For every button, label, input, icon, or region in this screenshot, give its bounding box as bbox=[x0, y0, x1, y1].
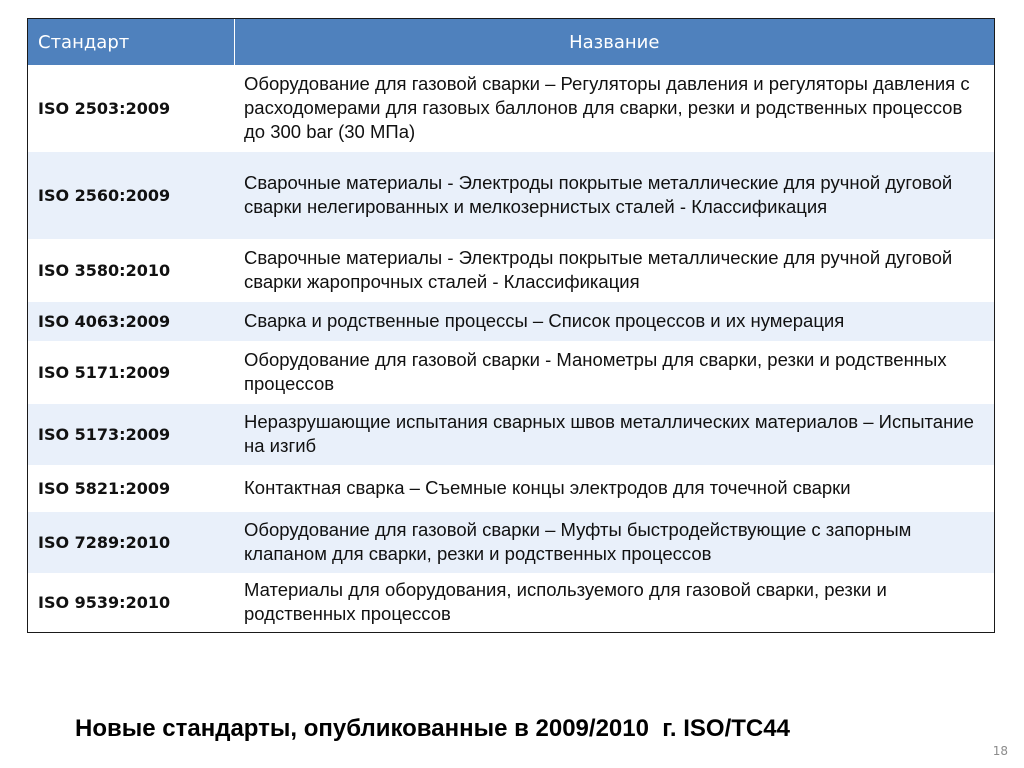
header-name: Название bbox=[234, 19, 994, 66]
table-row bbox=[28, 240, 994, 302]
standard-title: Оборудование для газовой сварки – Регуляторы давления и регуляторы давления с расходомерами для газовых баллонов для сварки, резки и родственных процессов до 300 bar (30 МПа) bbox=[234, 66, 994, 152]
table-row bbox=[28, 302, 994, 342]
table-row bbox=[28, 404, 994, 466]
standard-title: Сварка и родственные процессы – Список процессов и их нумерация bbox=[234, 302, 994, 342]
standard-code: ISO 5821:2009 bbox=[28, 466, 234, 512]
header-standard: Стандарт bbox=[28, 19, 234, 66]
standards-table-container bbox=[27, 18, 995, 633]
table-row bbox=[28, 66, 994, 152]
standard-code: ISO 5173:2009 bbox=[28, 404, 234, 466]
page-number: 18 bbox=[992, 744, 1008, 758]
standard-title: Неразрушающие испытания сварных швов металлических материалов – Испытание на изгиб bbox=[234, 404, 994, 466]
standard-title: Контактная сварка – Съемные концы электродов для точечной сварки bbox=[234, 466, 994, 512]
table-row bbox=[28, 152, 994, 240]
standard-code: ISO 5171:2009 bbox=[28, 342, 234, 404]
table-row bbox=[28, 512, 994, 574]
standard-code: ISO 2560:2009 bbox=[28, 152, 234, 240]
standard-code: ISO 4063:2009 bbox=[28, 302, 234, 342]
standard-code: ISO 2503:2009 bbox=[28, 66, 234, 152]
standard-code: ISO 7289:2010 bbox=[28, 512, 234, 574]
standard-code: ISO 3580:2010 bbox=[28, 240, 234, 302]
standard-title: Сварочные материалы - Электроды покрытые металлические для ручной дуговой сварки нелегированных и мелкозернистых сталей - Классификация bbox=[234, 152, 994, 240]
table-row bbox=[28, 342, 994, 404]
standard-code: ISO 9539:2010 bbox=[28, 574, 234, 632]
table-header-row bbox=[28, 19, 994, 66]
standard-title: Сварочные материалы - Электроды покрытые металлические для ручной дуговой сварки жаропрочных сталей - Классификация bbox=[234, 240, 994, 302]
standard-title: Материалы для оборудования, используемого для газовой сварки, резки и родственных процессов bbox=[234, 574, 994, 632]
table-row bbox=[28, 466, 994, 512]
table-row bbox=[28, 574, 994, 632]
slide-caption: Новые стандарты, опубликованные в 2009/2010 г. ISO/TC44 bbox=[75, 715, 790, 742]
standard-title: Оборудование для газовой сварки - Манометры для сварки, резки и родственных процессов bbox=[234, 342, 994, 404]
standard-title: Оборудование для газовой сварки – Муфты быстродействующие с запорным клапаном для сварки, резки и родственных процессов bbox=[234, 512, 994, 574]
standards-table bbox=[28, 19, 994, 632]
